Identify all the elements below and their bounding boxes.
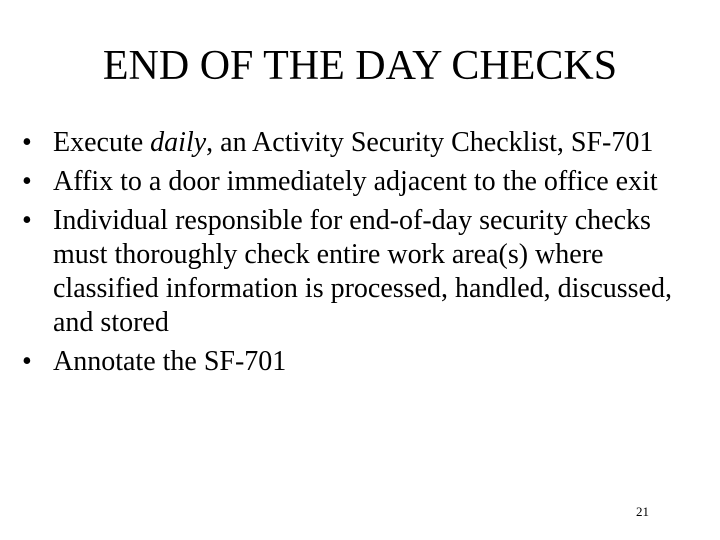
bullet-text-prefix: Execute — [53, 127, 151, 158]
bullet-list — [22, 126, 702, 384]
bullet-text: Individual responsible for end-of-day security checks must thoroughly check entire work area(s) where classified information is processed, handled, discussed, and stored — [53, 205, 672, 338]
bullet-icon: • — [22, 127, 32, 158]
bullet-item-execute-daily — [22, 126, 702, 160]
slide-title: END OF THE DAY CHECKS — [102, 43, 618, 89]
bullet-text: Affix to a door immediately adjacent to the office exit — [53, 166, 658, 197]
bullet-item-individual-responsible — [22, 204, 702, 340]
bullet-text-suffix: , an Activity Security Checklist, SF-701 — [206, 127, 654, 158]
bullet-icon: • — [22, 346, 32, 377]
bullet-text: Annotate the SF-701 — [53, 346, 287, 377]
page-number: 21 — [636, 504, 649, 519]
bullet-item-affix-door — [22, 165, 702, 199]
bullet-icon: • — [22, 166, 32, 197]
bullet-item-annotate — [22, 345, 702, 379]
bullet-icon: • — [22, 205, 32, 236]
bullet-text-emphasis: daily — [150, 127, 207, 158]
